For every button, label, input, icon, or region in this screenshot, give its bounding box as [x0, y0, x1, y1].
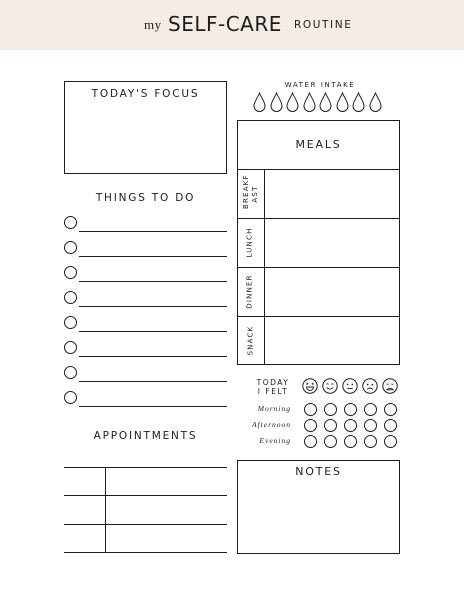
appointments-table[interactable]	[64, 467, 227, 553]
sad-face-icon	[362, 378, 378, 394]
todo-item	[64, 239, 227, 257]
todo-checkbox[interactable]	[64, 216, 77, 229]
meal-label-lunch	[237, 218, 264, 267]
mood-checkbox[interactable]	[364, 403, 377, 416]
mood-title	[252, 378, 294, 396]
crying-face-icon	[382, 378, 398, 394]
mood-checkbox[interactable]	[324, 403, 337, 416]
todo-item	[64, 364, 227, 382]
meal-label-text: SNACK	[246, 325, 255, 356]
page-title: SELF-CARE	[168, 12, 282, 36]
focus-title: TODAY'S FOCUS	[91, 88, 200, 100]
meal-label-text: DINNER	[246, 274, 255, 309]
mood-checkbox[interactable]	[384, 435, 397, 448]
mood-checkbox[interactable]	[364, 435, 377, 448]
meal-label-text: BREAKF AST	[241, 173, 259, 209]
todo-item	[64, 339, 227, 357]
todo-line[interactable]	[79, 406, 227, 407]
mood-checkbox[interactable]	[304, 403, 317, 416]
todo-item	[64, 214, 227, 232]
mood-title-line1: TODAY	[256, 378, 290, 387]
lunch-field[interactable]	[265, 219, 399, 267]
todo-checkbox[interactable]	[64, 366, 77, 379]
water-drop-icon[interactable]	[270, 92, 283, 113]
mood-checkbox[interactable]	[344, 435, 357, 448]
water-drop-icon[interactable]	[253, 92, 266, 113]
mood-checkbox[interactable]	[384, 403, 397, 416]
mood-time-label: Evening	[259, 436, 291, 445]
header-banner	[0, 0, 464, 50]
mood-checkbox[interactable]	[324, 419, 337, 432]
water-drops	[253, 92, 387, 114]
todo-line[interactable]	[79, 331, 227, 332]
todo-checkbox[interactable]	[64, 241, 77, 254]
notes-title: NOTES	[295, 465, 342, 478]
mood-checkbox[interactable]	[344, 403, 357, 416]
meal-label-dinner	[237, 267, 264, 316]
todo-item	[64, 314, 227, 332]
todo-line[interactable]	[79, 381, 227, 382]
mood-time-label: Morning	[257, 404, 291, 413]
neutral-face-icon	[342, 378, 358, 394]
mood-checkbox[interactable]	[304, 435, 317, 448]
todo-line[interactable]	[79, 356, 227, 357]
todo-checkbox[interactable]	[64, 341, 77, 354]
mood-checkbox[interactable]	[364, 419, 377, 432]
mood-checkbox[interactable]	[344, 419, 357, 432]
laughing-face-icon	[302, 378, 318, 394]
todo-checkbox[interactable]	[64, 291, 77, 304]
todo-item	[64, 289, 227, 307]
appointments-rule	[64, 495, 227, 496]
dinner-field[interactable]	[265, 268, 399, 316]
appointments-title: APPOINTMENTS	[93, 430, 198, 442]
meal-label-text: LUNCH	[246, 227, 254, 258]
meal-label-snack	[237, 316, 264, 365]
appointments-rule	[64, 552, 227, 553]
water-drop-icon[interactable]	[352, 92, 365, 113]
mood-checkbox[interactable]	[304, 419, 317, 432]
mood-checkbox[interactable]	[324, 435, 337, 448]
todo-line[interactable]	[79, 256, 227, 257]
water-drop-icon[interactable]	[286, 92, 299, 113]
appointments-rule	[64, 467, 227, 468]
happy-face-icon	[322, 378, 338, 394]
mood-time-label: Afternoon	[252, 420, 291, 429]
appointments-divider	[105, 467, 106, 553]
breakfast-field[interactable]	[265, 170, 399, 218]
todo-item	[64, 264, 227, 282]
snack-field[interactable]	[265, 317, 399, 364]
todo-item	[64, 389, 227, 407]
todo-line[interactable]	[79, 306, 227, 307]
todo-line[interactable]	[79, 231, 227, 232]
water-title: WATER INTAKE	[284, 81, 356, 89]
water-drop-icon[interactable]	[303, 92, 316, 113]
meal-label-breakfast	[237, 169, 264, 218]
todo-line[interactable]	[79, 281, 227, 282]
meals-title: MEALS	[295, 138, 342, 151]
todo-checkbox[interactable]	[64, 266, 77, 279]
appointments-rule	[64, 524, 227, 525]
todo-title: THINGS TO DO	[95, 192, 196, 204]
header-routine: ROUTINE	[294, 19, 353, 31]
water-drop-icon[interactable]	[369, 92, 382, 113]
todo-checkbox[interactable]	[64, 391, 77, 404]
water-drop-icon[interactable]	[319, 92, 332, 113]
todo-checkbox[interactable]	[64, 316, 77, 329]
water-drop-icon[interactable]	[336, 92, 349, 113]
mood-title-line2: I FELT	[257, 387, 289, 396]
header-my: my	[144, 17, 162, 32]
mood-checkbox[interactable]	[384, 419, 397, 432]
